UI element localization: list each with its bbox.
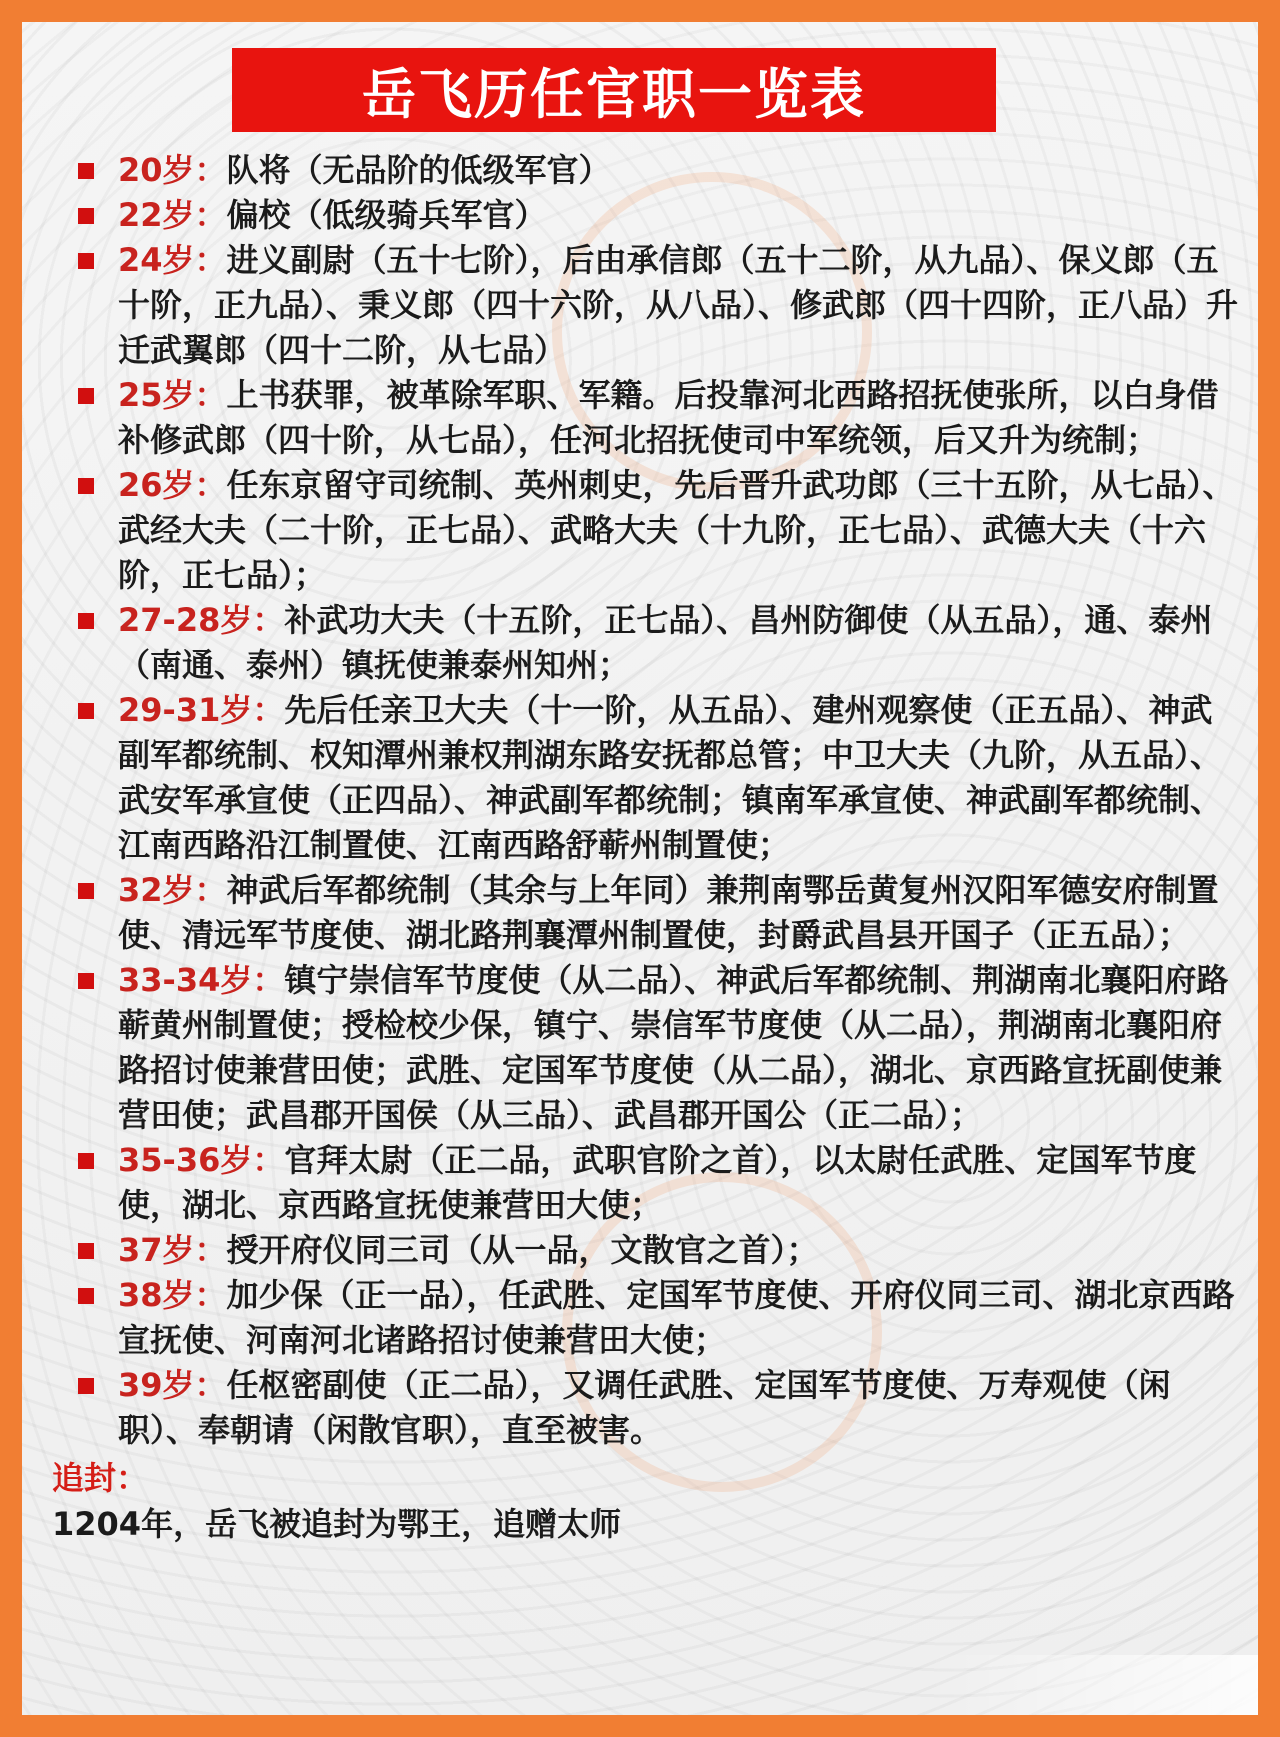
entry-text: 补武功大夫（十五阶，正七品）、昌州防御使（从五品），通、泰州（南通、泰州）镇抚使兼泰州知州； [118, 601, 1213, 684]
entry-text: 进义副尉（五十七阶），后由承信郎（五十二阶，从九品）、保义郎（五十阶，正九品）、秉义郎（四十六阶，从八品）、修武郎（四十四阶，正八品）升迁武翼郎（四十二阶，从七品） [118, 241, 1239, 369]
square-bullet-icon [78, 703, 94, 719]
list-item [48, 958, 1244, 1138]
entry-text: 镇宁崇信军节度使（从二品）、神武后军都统制、荆湖南北襄阳府路蕲黄州制置使；授检校少保，镇宁、崇信军节度使（从二品），荆湖南北襄阳府路招讨使兼营田使；武胜、定国军节度使（从二品），湖北、京西路宣抚副使兼营田使；武昌郡开国侯（从三品）、武昌郡开国公（正二品）； [118, 961, 1229, 1134]
list-item [48, 373, 1244, 463]
entry-age: 20岁： [118, 151, 227, 189]
entry-age: 25岁： [118, 376, 227, 414]
entry-age: 37岁： [118, 1231, 227, 1269]
square-bullet-icon [78, 163, 94, 179]
square-bullet-icon [78, 253, 94, 269]
posthumous-section [52, 1455, 1232, 1547]
corner-fade [928, 1655, 1258, 1715]
entry-text: 任枢密副使（正二品），又调任武胜、定国军节度使、万寿观使（闲职）、奉朝请（闲散官职），直至被害。 [118, 1366, 1171, 1449]
entry-age: 32岁： [118, 871, 227, 909]
square-bullet-icon [78, 208, 94, 224]
entry-text: 授开府仪同三司（从一品，文散官之首）； [226, 1231, 819, 1269]
entry-text: 偏校（低级骑兵军官） [226, 196, 547, 234]
entry-age: 33-34岁： [118, 961, 285, 999]
entry-age: 38岁： [118, 1276, 227, 1314]
entry-text: 官拜太尉（正二品，武职官阶之首），以太尉任武胜、定国军节度使，湖北、京西路宣抚使兼营田大使； [118, 1141, 1197, 1224]
list-item [48, 1273, 1244, 1363]
entry-age: 26岁： [118, 466, 227, 504]
list-item [48, 148, 1244, 193]
entry-text: 神武后军都统制（其余与上年同）兼荆南鄂岳黄复州汉阳军德安府制置使、清远军节度使、湖北路荆襄潭州制置使，封爵武昌县开国子（正五品）； [118, 871, 1219, 954]
entry-age: 27-28岁： [118, 601, 285, 639]
square-bullet-icon [78, 973, 94, 989]
square-bullet-icon [78, 1288, 94, 1304]
square-bullet-icon [78, 1243, 94, 1259]
list-item [48, 193, 1244, 238]
entry-text: 任东京留守司统制、英州刺史，先后晋升武功郎（三十五阶，从七品）、武经大夫（二十阶，正七品）、武略大夫（十九阶，正七品）、武德大夫（十六阶，正七品）； [118, 466, 1235, 594]
list-item [48, 238, 1244, 373]
square-bullet-icon [78, 388, 94, 404]
entry-text: 上书获罪，被革除军职、军籍。后投靠河北西路招抚使张所，以白身借补修武郎（四十阶，从七品），任河北招抚使司中军统领，后又升为统制； [118, 376, 1219, 459]
entry-age: 24岁： [118, 241, 227, 279]
career-list [48, 148, 1244, 1453]
posthumous-text: 1204年，岳飞被追封为鄂王，追赠太师 [52, 1505, 622, 1543]
square-bullet-icon [78, 478, 94, 494]
entry-text: 先后任亲卫大夫（十一阶，从五品）、建州观察使（正五品）、神武副军都统制、权知潭州兼权荆湖东路安抚都总管；中卫大夫（九阶，从五品）、武安军承宣使（正四品）、神武副军都统制；镇南军承宣使、神武副军都统制、江南西路沿江制置使、江南西路舒蕲州制置使； [118, 691, 1223, 864]
list-item [48, 688, 1244, 868]
square-bullet-icon [78, 883, 94, 899]
entry-text: 队将（无品阶的低级军官） [226, 151, 611, 189]
entry-age: 39岁： [118, 1366, 227, 1404]
list-item [48, 868, 1244, 958]
entry-age: 29-31岁： [118, 691, 285, 729]
list-item [48, 463, 1244, 598]
title-banner [232, 48, 996, 132]
list-item [48, 1138, 1244, 1228]
square-bullet-icon [78, 1153, 94, 1169]
list-item [48, 1228, 1244, 1273]
entry-age: 35-36岁： [118, 1141, 285, 1179]
poster [22, 22, 1258, 1715]
page-title: 岳飞历任官职一览表 [362, 62, 866, 126]
entry-age: 22岁： [118, 196, 227, 234]
list-item [48, 1363, 1244, 1453]
entry-text: 加少保（正一品），任武胜、定国军节度使、开府仪同三司、湖北京西路宣抚使、河南河北诸路招讨使兼营田大使； [118, 1276, 1235, 1359]
square-bullet-icon [78, 613, 94, 629]
square-bullet-icon [78, 1378, 94, 1394]
posthumous-label: 追封： [52, 1459, 149, 1497]
list-item [48, 598, 1244, 688]
